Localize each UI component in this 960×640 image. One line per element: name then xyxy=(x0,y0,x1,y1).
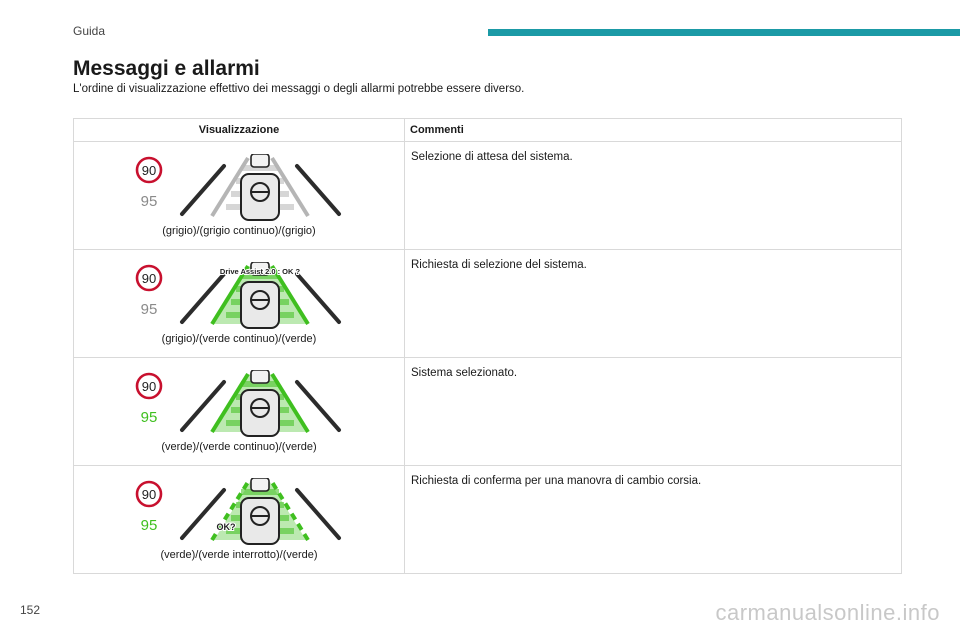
road-edge-right xyxy=(297,490,339,538)
drive-assist-message: Drive Assist 2.0 : OK ? xyxy=(219,267,301,276)
speed-limit-value: 90 xyxy=(141,487,157,502)
speed-limit-value: 90 xyxy=(141,163,157,178)
table-row xyxy=(74,142,902,250)
display-caption: (grigio)/(verde continuo)/(verde) xyxy=(161,333,317,345)
drive-assist-message: OK? xyxy=(216,522,236,532)
display-caption: (grigio)/(grigio continuo)/(grigio) xyxy=(162,225,316,237)
watermark: carmanualsonline.info xyxy=(715,600,940,625)
vehicle-ahead-icon xyxy=(251,154,269,167)
drive-assist-illustration xyxy=(134,154,344,222)
comment-cell: Selezione di attesa del sistema. xyxy=(405,142,902,250)
own-vehicle-icon xyxy=(241,174,279,220)
vehicle-speed-value: 95 xyxy=(140,409,158,426)
comment-cell: Sistema selezionato. xyxy=(405,358,902,466)
section-label: Guida xyxy=(73,24,106,38)
table-row xyxy=(74,466,902,574)
display-cell xyxy=(74,358,405,466)
display-cell xyxy=(74,466,405,574)
page-number: 152 xyxy=(20,603,41,617)
header-accent-bar xyxy=(488,29,960,36)
drive-assist-illustration xyxy=(134,478,344,546)
comment-cell: Richiesta di conferma per una manovra di cambio corsia. xyxy=(405,466,902,574)
vehicle-ahead-icon xyxy=(251,370,269,383)
table-row xyxy=(74,358,902,466)
display-cell xyxy=(74,142,405,250)
own-vehicle-icon xyxy=(241,498,279,544)
header-display: Visualizzazione xyxy=(74,119,405,142)
comment-cell: Richiesta di selezione del sistema. xyxy=(405,250,902,358)
display-caption: (verde)/(verde interrotto)/(verde) xyxy=(160,549,318,561)
own-vehicle-icon xyxy=(241,390,279,436)
speed-limit-value: 90 xyxy=(141,379,157,394)
page-title: Messaggi e allarmi xyxy=(73,57,260,80)
intro-text: L'ordine di visualizzazione effettivo dei messaggi o degli allarmi potrebbe essere diverso. xyxy=(73,83,525,95)
speed-limit-value: 90 xyxy=(141,271,157,286)
header-comments: Commenti xyxy=(405,119,902,142)
vehicle-speed-value: 95 xyxy=(140,301,158,318)
table-header-row xyxy=(74,119,902,142)
vehicle-speed-value: 95 xyxy=(140,517,158,534)
messages-table xyxy=(73,118,902,574)
own-vehicle-icon xyxy=(241,282,279,328)
vehicle-speed-value: 95 xyxy=(140,193,158,210)
vehicle-ahead-icon xyxy=(251,478,269,491)
display-cell xyxy=(74,250,405,358)
drive-assist-illustration xyxy=(134,262,344,330)
drive-assist-illustration xyxy=(134,370,344,438)
display-caption: (verde)/(verde continuo)/(verde) xyxy=(161,441,317,453)
table-row xyxy=(74,250,902,358)
